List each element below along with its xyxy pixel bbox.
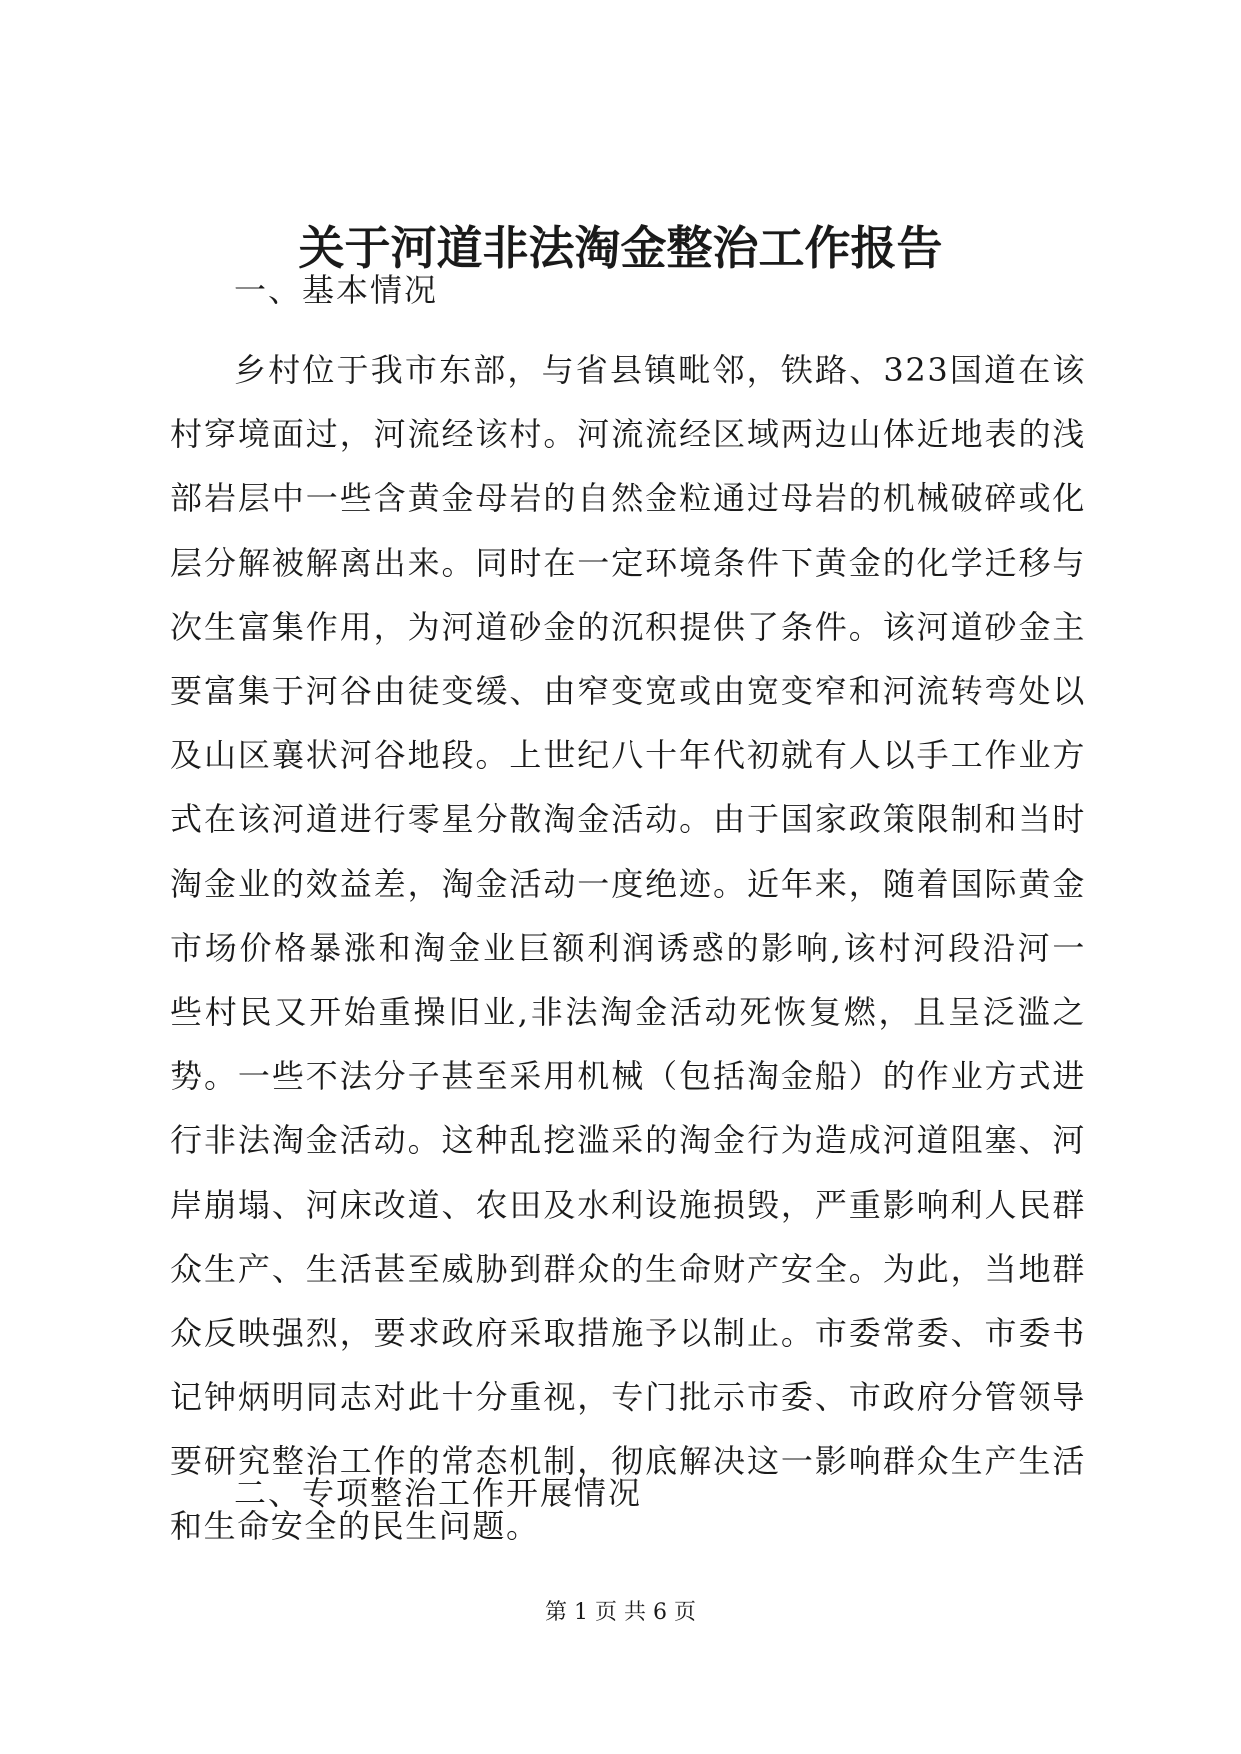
document-title: 关于河道非法淘金整治工作报告 <box>298 221 943 275</box>
section-heading-special-rectification: 二、专项整治工作开展情况 <box>234 1474 643 1512</box>
page-number-footer: 第 1 页 共 6 页 <box>545 1600 696 1625</box>
section-heading-basic-situation: 一、基本情况 <box>234 271 439 309</box>
section-body-paragraph: 乡村位于我市东部，与省县镇毗邻，铁路、323国道在该村穿境面过，河流经该村。河流流经区域两边山体近地表的浅部岩层中一些含黄金母岩的自然金粒通过母岩的机械破碎或化层分解被解离出来。同时在一定环境条件下黄金的化学迁移与次生富集作用，为河道砂金的沉积提供了条件。该河道砂金主要富集于河谷由徒变缓、由窄变宽或由宽变窄和河流转弯处以及山区襄状河谷地段。上世纪八十年代初就有人以手工作业方式在该河道进行零星分散淘金活动。由于国家政策限制和当时淘金业的效益差，淘金活动一度绝迹。近年来，随着国际黄金市场价格暴涨和淘金业巨额利润诱惑的影响,该村河段沿河一些村民又开始重操旧业,非法淘金活动死恢复燃，且呈泛滥之势。一些不法分子甚至采用机械（包括淘金船）的作业方式进行非法淘金活动。这种乱挖滥采的淘金行为造成河道阻塞、河岸崩塌、河床改道、农田及水利设施损毁，严重影响利人民群众生产、生活甚至威胁到群众的生命财产安全。为此，当地群众反映强烈，要求政府采取措施予以制止。市委常委、市委书记钟炳明同志对此十分重视，专门批示市委、市政府分管领导要研究整治工作的常态机制，彻底解决这一影响群众生产生活和生命安全的民生问题。 <box>170 351 1086 1545</box>
